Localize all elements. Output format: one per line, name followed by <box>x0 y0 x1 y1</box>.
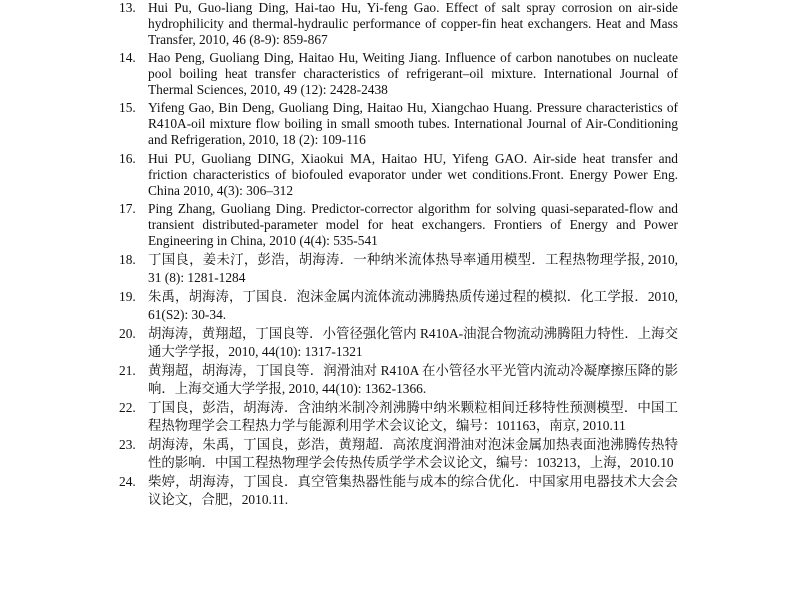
reference-text: Ping Zhang, Guoliang Ding. Predictor-corrector algorithm for solving quasi-separated-flow and transient distributed-parameter model for heat exchangers. Frontiers of Energy and Power Engineering in China, 2010 (4(4): 535-541 <box>148 200 678 248</box>
reference-text: 柴婷，胡海涛，丁国良．真空管集热器性能与成本的综合优化．中国家用电器技术大会会议论文，合肥，2010.11. <box>148 473 678 507</box>
reference-number: 15. <box>119 100 136 116</box>
reference-item <box>113 100 678 148</box>
reference-item <box>113 201 678 249</box>
reference-number: 19. <box>119 288 136 304</box>
reference-text: 朱禹，胡海涛，丁国良．泡沫金属内流体流动沸腾热质传递过程的模拟．化工学报．2010, 61(S2): 30-34. <box>148 288 678 322</box>
reference-item <box>113 436 678 472</box>
reference-item <box>113 288 678 324</box>
reference-text: Hao Peng, Guoliang Ding, Haitao Hu, Weiting Jiang. Influence of carbon nanotubes on nucleate pool boiling heat transfer characteristics of refrigerant–oil mixture. International Journal of Thermal Sciences, 2010, 49 (12): 2428-2438 <box>148 50 678 98</box>
reference-number: 17. <box>119 200 136 216</box>
reference-text: 胡海涛，朱禹，丁国良，彭浩，黄翔超．高浓度润滑油对泡沫金属加热表面池沸腾传热特性的影响．中国工程热物理学会传热传质学学术会议论文，编号：103213，上海，2010.10 <box>148 436 678 470</box>
reference-item <box>113 399 678 435</box>
reference-list <box>113 0 678 510</box>
reference-item <box>113 0 678 48</box>
reference-number: 23. <box>119 436 136 452</box>
reference-number: 20. <box>119 325 136 341</box>
reference-text: 丁国良，彭浩，胡海涛．含油纳米制冷剂沸腾中纳米颗粒相间迁移特性预测模型．中国工程热物理学会工程热力学与能源利用学术会议论文，编号：101163，南京, 2010.11 <box>148 399 678 433</box>
reference-text: Hui Pu, Guo-liang Ding, Hai-tao Hu, Yi-feng Gao. Effect of salt spray corrosion on air-side hydrophilicity and thermal-hydraulic performance of copper-fin heat exchangers. Heat and Mass Transfer, 2010, 46 (8-9): 859-867 <box>148 0 678 47</box>
reference-item <box>113 50 678 98</box>
reference-item <box>113 473 678 509</box>
reference-number: 16. <box>119 150 136 166</box>
reference-item <box>113 325 678 361</box>
reference-text: 胡海涛，黄翔超，丁国良等．小管径强化管内 R410A-油混合物流动沸腾阻力特性．上海交通大学学报，2010, 44(10): 1317-1321 <box>148 325 678 359</box>
reference-text: 丁国良，姜未汀，彭浩，胡海涛．一种纳米流体热导率通用模型．工程热物理学报, 2010, 31 (8): 1281-1284 <box>148 251 678 285</box>
reference-number: 24. <box>119 473 136 489</box>
reference-text: Hui PU, Guoliang DING, Xiaokui MA, Haitao HU, Yifeng GAO. Air-side heat transfer and friction characteristics of biofouled evaporator under wet conditions.Front. Energy Power Eng. China 2010, 4(3): 306–312 <box>148 150 678 198</box>
reference-text: Yifeng Gao, Bin Deng, Guoliang Ding, Haitao Hu, Xiangchao Huang. Pressure characteristics of R410A-oil mixture flow boiling in small smooth tubes. International Journal of Air-Conditioning and Refrigeration, 2010, 18 (2): 109-116 <box>148 100 678 148</box>
reference-number: 18. <box>119 251 136 267</box>
reference-text: 黄翔超，胡海涛，丁国良等．润滑油对 R410A 在小管径水平光管内流动冷凝摩擦压降的影响．上海交通大学学报, 2010, 44(10): 1362-1366. <box>148 362 678 396</box>
reference-number: 22. <box>119 399 136 415</box>
reference-number: 14. <box>119 50 136 66</box>
reference-item <box>113 362 678 398</box>
reference-item <box>113 151 678 199</box>
reference-number: 13. <box>119 0 136 15</box>
reference-number: 21. <box>119 362 136 378</box>
reference-item <box>113 251 678 287</box>
